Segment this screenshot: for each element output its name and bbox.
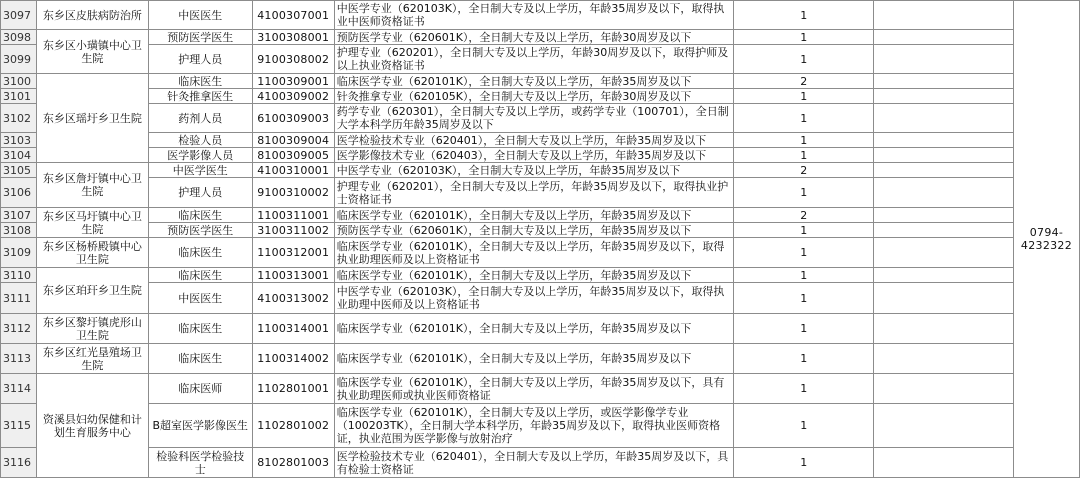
- table-row[interactable]: [1, 238, 1080, 268]
- condition-cell[interactable]: 临床医学专业（620101K），全日制大专及以上学历，或医学影像学专业（100203TK），全日制大学本科学历，年龄35周岁及以下，取得执业医师资格证，执业范围为医学影像与放射治疗: [334, 404, 734, 448]
- table-row[interactable]: [1, 148, 1080, 163]
- table-row[interactable]: [1, 30, 1080, 45]
- empty-cell[interactable]: [874, 74, 1014, 89]
- row-number[interactable]: 3099: [1, 45, 37, 74]
- table-row[interactable]: [1, 283, 1080, 314]
- code-cell[interactable]: 1100311001: [252, 208, 334, 223]
- row-number[interactable]: 3114: [1, 374, 37, 404]
- empty-cell[interactable]: [874, 45, 1014, 74]
- unit-cell[interactable]: 东乡区瑶圩乡卫生院: [36, 74, 148, 163]
- row-number[interactable]: 3109: [1, 238, 37, 268]
- unit-cell[interactable]: 资溪县妇幼保健和计划生育服务中心: [36, 374, 148, 478]
- post-cell[interactable]: 临床医生: [148, 314, 252, 344]
- empty-cell[interactable]: [874, 374, 1014, 404]
- post-cell[interactable]: 临床医生: [148, 344, 252, 374]
- post-cell[interactable]: 临床医生: [148, 268, 252, 283]
- count-cell[interactable]: 1: [734, 374, 874, 404]
- row-number[interactable]: 3100: [1, 74, 37, 89]
- post-cell[interactable]: 中医医生: [148, 1, 252, 30]
- post-cell[interactable]: 临床医生: [148, 74, 252, 89]
- table-row[interactable]: [1, 163, 1080, 178]
- empty-cell[interactable]: [874, 133, 1014, 148]
- code-cell[interactable]: 9100310002: [252, 178, 334, 208]
- table-row[interactable]: [1, 404, 1080, 448]
- count-cell[interactable]: 1: [734, 268, 874, 283]
- code-cell[interactable]: 4100307001: [252, 1, 334, 30]
- count-cell[interactable]: 2: [734, 74, 874, 89]
- unit-cell[interactable]: 东乡区珀玕乡卫生院: [36, 268, 148, 314]
- unit-cell[interactable]: 东乡区杨桥殿镇中心卫生院: [36, 238, 148, 268]
- empty-cell[interactable]: [874, 448, 1014, 478]
- count-cell[interactable]: 2: [734, 208, 874, 223]
- code-cell[interactable]: 1100314001: [252, 314, 334, 344]
- empty-cell[interactable]: [874, 148, 1014, 163]
- post-cell[interactable]: 中医学医生: [148, 163, 252, 178]
- row-number[interactable]: 3101: [1, 89, 37, 104]
- condition-cell[interactable]: 护理专业（620201），全日制大专及以上学历，年龄35周岁及以下，取得执业护士资格证书: [334, 178, 734, 208]
- post-cell[interactable]: 检验人员: [148, 133, 252, 148]
- count-cell[interactable]: 1: [734, 178, 874, 208]
- condition-cell[interactable]: 医学检验技术专业（620401），全日制大专及以上学历，年龄35周岁及以下，具有检验士资格证: [334, 448, 734, 478]
- code-cell[interactable]: 1102801002: [252, 404, 334, 448]
- empty-cell[interactable]: [874, 238, 1014, 268]
- post-cell[interactable]: 医学影像人员: [148, 148, 252, 163]
- table-row[interactable]: [1, 448, 1080, 478]
- row-number[interactable]: 3113: [1, 344, 37, 374]
- code-cell[interactable]: 1102801001: [252, 374, 334, 404]
- code-cell[interactable]: 1100312001: [252, 238, 334, 268]
- unit-cell[interactable]: 东乡区黎圩镇虎形山卫生院: [36, 314, 148, 344]
- count-cell[interactable]: 1: [734, 89, 874, 104]
- table-row[interactable]: [1, 223, 1080, 238]
- unit-cell[interactable]: 东乡区皮肤病防治所: [36, 1, 148, 30]
- condition-cell[interactable]: 针灸推拿专业（620105K），全日制大专及以上学历，年龄30周岁及以下: [334, 89, 734, 104]
- condition-cell[interactable]: 临床医学专业（620101K），全日制大专及以上学历，年龄35周岁及以下: [334, 74, 734, 89]
- row-number[interactable]: 3107: [1, 208, 37, 223]
- count-cell[interactable]: 1: [734, 148, 874, 163]
- condition-cell[interactable]: 中医学专业（620103K），全日制大专及以上学历，年龄35周岁及以下，取得执业中医师资格证书: [334, 1, 734, 30]
- code-cell[interactable]: 8102801003: [252, 448, 334, 478]
- row-number[interactable]: 3105: [1, 163, 37, 178]
- code-cell[interactable]: 4100313002: [252, 283, 334, 314]
- condition-cell[interactable]: 医学检验技术专业（620401），全日制大专及以上学历，年龄35周岁及以下: [334, 133, 734, 148]
- post-cell[interactable]: B超室医学影像医生: [148, 404, 252, 448]
- count-cell[interactable]: 1: [734, 30, 874, 45]
- post-cell[interactable]: 护理人员: [148, 178, 252, 208]
- unit-cell[interactable]: 东乡区小璜镇中心卫生院: [36, 30, 148, 74]
- row-number[interactable]: 3116: [1, 448, 37, 478]
- post-cell[interactable]: 药剂人员: [148, 104, 252, 133]
- empty-cell[interactable]: [874, 208, 1014, 223]
- post-cell[interactable]: 预防医学医生: [148, 223, 252, 238]
- condition-cell[interactable]: 临床医学专业（620101K），全日制大专及以上学历，年龄35周岁及以下，取得执业助理医师及以上资格证书: [334, 238, 734, 268]
- condition-cell[interactable]: 临床医学专业（620101K），全日制大专及以上学历，年龄35周岁及以下: [334, 344, 734, 374]
- table-row[interactable]: [1, 104, 1080, 133]
- post-cell[interactable]: 临床医生: [148, 208, 252, 223]
- count-cell[interactable]: 1: [734, 314, 874, 344]
- empty-cell[interactable]: [874, 178, 1014, 208]
- post-cell[interactable]: 临床医师: [148, 374, 252, 404]
- empty-cell[interactable]: [874, 1, 1014, 30]
- empty-cell[interactable]: [874, 104, 1014, 133]
- empty-cell[interactable]: [874, 223, 1014, 238]
- empty-cell[interactable]: [874, 283, 1014, 314]
- empty-cell[interactable]: [874, 89, 1014, 104]
- table-row[interactable]: [1, 74, 1080, 89]
- table-row[interactable]: [1, 208, 1080, 223]
- row-number[interactable]: 3108: [1, 223, 37, 238]
- row-number[interactable]: 3106: [1, 178, 37, 208]
- unit-cell[interactable]: 东乡区詹圩镇中心卫生院: [36, 163, 148, 208]
- row-number[interactable]: 3097: [1, 1, 37, 30]
- condition-cell[interactable]: 医学影像技术专业（620403），全日制大专及以上学历，年龄35周岁及以下: [334, 148, 734, 163]
- count-cell[interactable]: 1: [734, 1, 874, 30]
- condition-cell[interactable]: 药学专业（620301），全日制大专及以上学历，或药学专业（100701），全日制大学本科学历年龄35周岁及以下: [334, 104, 734, 133]
- empty-cell[interactable]: [874, 344, 1014, 374]
- phone-cell[interactable]: 0794-4232322: [1013, 1, 1079, 478]
- row-number[interactable]: 3111: [1, 283, 37, 314]
- empty-cell[interactable]: [874, 404, 1014, 448]
- condition-cell[interactable]: 预防医学专业（620601K），全日制大专及以上学历，年龄30周岁及以下: [334, 30, 734, 45]
- row-number[interactable]: 3110: [1, 268, 37, 283]
- unit-cell[interactable]: 东乡区红光垦殖场卫生院: [36, 344, 148, 374]
- condition-cell[interactable]: 中医学专业（620103K），全日制大专及以上学历，年龄35周岁及以下，取得执业助理中医师及以上资格证书: [334, 283, 734, 314]
- row-number[interactable]: 3098: [1, 30, 37, 45]
- count-cell[interactable]: 1: [734, 133, 874, 148]
- condition-cell[interactable]: 中医学专业（620103K），全日制大专及以上学历，年龄35周岁及以下: [334, 163, 734, 178]
- code-cell[interactable]: 8100309004: [252, 133, 334, 148]
- row-number[interactable]: 3104: [1, 148, 37, 163]
- count-cell[interactable]: 1: [734, 238, 874, 268]
- table-row[interactable]: [1, 45, 1080, 74]
- count-cell[interactable]: 1: [734, 404, 874, 448]
- code-cell[interactable]: 9100308002: [252, 45, 334, 74]
- condition-cell[interactable]: 预防医学专业（620601K），全日制大专及以上学历，年龄35周岁及以下: [334, 223, 734, 238]
- count-cell[interactable]: 1: [734, 448, 874, 478]
- code-cell[interactable]: 6100309003: [252, 104, 334, 133]
- table-row[interactable]: [1, 268, 1080, 283]
- count-cell[interactable]: 2: [734, 163, 874, 178]
- row-number[interactable]: 3103: [1, 133, 37, 148]
- table-row[interactable]: [1, 344, 1080, 374]
- code-cell[interactable]: 3100311002: [252, 223, 334, 238]
- empty-cell[interactable]: [874, 163, 1014, 178]
- post-cell[interactable]: 护理人员: [148, 45, 252, 74]
- condition-cell[interactable]: 临床医学专业（620101K），全日制大专及以上学历，年龄35周岁及以下，具有执业助理医师或执业医师资格证: [334, 374, 734, 404]
- code-cell[interactable]: 4100309002: [252, 89, 334, 104]
- post-cell[interactable]: 针灸推拿医生: [148, 89, 252, 104]
- table-row[interactable]: [1, 89, 1080, 104]
- code-cell[interactable]: 4100310001: [252, 163, 334, 178]
- count-cell[interactable]: 1: [734, 104, 874, 133]
- code-cell[interactable]: 1100313001: [252, 268, 334, 283]
- row-number[interactable]: 3102: [1, 104, 37, 133]
- post-cell[interactable]: 中医医生: [148, 283, 252, 314]
- post-cell[interactable]: 检验科医学检验技士: [148, 448, 252, 478]
- count-cell[interactable]: 1: [734, 344, 874, 374]
- count-cell[interactable]: 1: [734, 45, 874, 74]
- table-row[interactable]: [1, 133, 1080, 148]
- empty-cell[interactable]: [874, 314, 1014, 344]
- empty-cell[interactable]: [874, 268, 1014, 283]
- code-cell[interactable]: 1100309001: [252, 74, 334, 89]
- count-cell[interactable]: 1: [734, 223, 874, 238]
- unit-cell[interactable]: 东乡区马圩镇中心卫生院: [36, 208, 148, 238]
- count-cell[interactable]: 1: [734, 283, 874, 314]
- empty-cell[interactable]: [874, 30, 1014, 45]
- condition-cell[interactable]: 临床医学专业（620101K），全日制大专及以上学历，年龄35周岁及以下: [334, 314, 734, 344]
- condition-cell[interactable]: 护理专业（620201），全日制大专及以上学历，年龄30周岁及以下，取得护师及以上执业资格证书: [334, 45, 734, 74]
- table-row[interactable]: [1, 314, 1080, 344]
- code-cell[interactable]: 8100309005: [252, 148, 334, 163]
- table-row[interactable]: [1, 1, 1080, 30]
- code-cell[interactable]: 3100308001: [252, 30, 334, 45]
- code-cell[interactable]: 1100314002: [252, 344, 334, 374]
- condition-cell[interactable]: 临床医学专业（620101K），全日制大专及以上学历，年龄35周岁及以下: [334, 208, 734, 223]
- row-number[interactable]: 3115: [1, 404, 37, 448]
- condition-cell[interactable]: 临床医学专业（620101K），全日制大专及以上学历，年龄35周岁及以下: [334, 268, 734, 283]
- table-row[interactable]: [1, 374, 1080, 404]
- row-number[interactable]: 3112: [1, 314, 37, 344]
- post-cell[interactable]: 临床医生: [148, 238, 252, 268]
- post-cell[interactable]: 预防医学医生: [148, 30, 252, 45]
- table-row[interactable]: [1, 178, 1080, 208]
